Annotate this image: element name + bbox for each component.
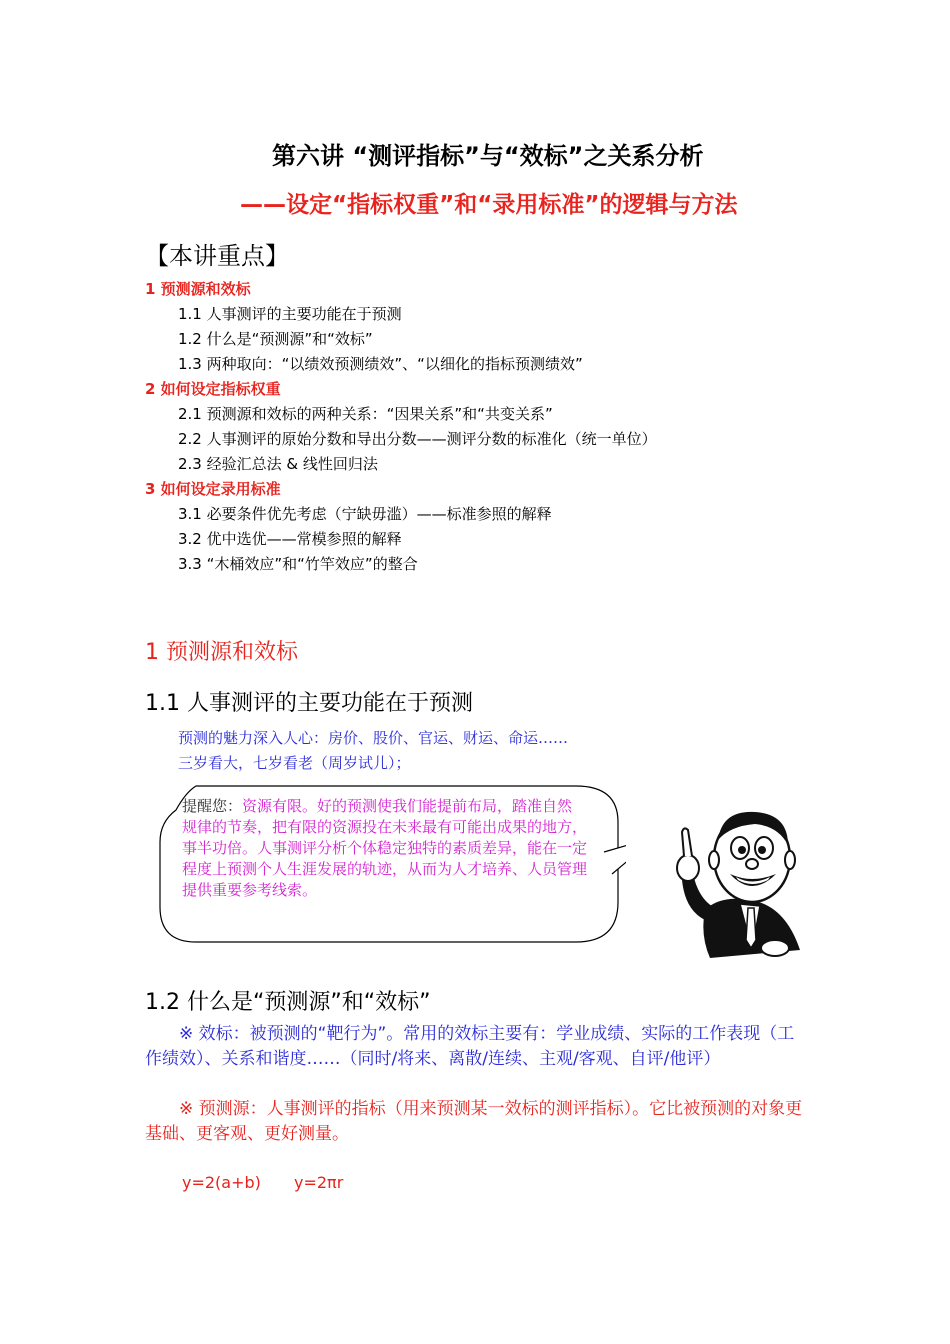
toc-item: 3.3 “木桶效应”和“竹竿效应”的整合 — [178, 555, 418, 573]
formula: y=2(a+b) — [182, 1173, 261, 1192]
toc-item: 1.1 人事测评的主要功能在于预测 — [178, 305, 402, 323]
body-line: 三岁看大，七岁看老（周岁试儿）； — [178, 754, 411, 772]
toc-item: 1.2 什么是“预测源”和“效标” — [178, 330, 373, 348]
page-title: 第六讲 “测评指标”与“效标”之关系分析 — [272, 142, 704, 170]
predictor-paragraph: ※ 预测源：人事测评的指标（用来预测某一效标的测评指标）。它比被预测的对象更基础、更客观、更好测量。 — [145, 1099, 803, 1144]
toc-heading: 1 预测源和效标 — [145, 280, 251, 298]
key-points-heading: 【本讲重点】 — [145, 242, 289, 270]
formula: y=2πr — [294, 1173, 344, 1192]
section-heading: 1 预测源和效标 — [145, 640, 298, 665]
callout-body: 资源有限。好的预测使我们能提前布局，踏准自然规律的节奏，把有限的资源投在未来最有可能出成果的地方，事半功倍。人事测评分析个体稳定独特的素质差异，能在一定程度上预测个人生涯发展的轨迹，从而为人才培养、人员管理提供重要参考线索。 — [182, 797, 588, 899]
toc-heading: 3 如何设定录用标准 — [145, 480, 281, 498]
callout-lead: 提醒您： — [182, 797, 243, 815]
criterion-paragraph: ※ 效标：被预测的“靶行为”。常用的效标主要有：学业成绩、实际的工作表现（工作绩效）、关系和谐度……（同时/将来、离散/连续、主观/客观、自评/他评） — [145, 1024, 795, 1069]
formula-line — [182, 1173, 371, 1192]
toc-item: 2.2 人事测评的原始分数和导出分数——测评分数的标准化（统一单位） — [178, 430, 657, 448]
toc-item: 2.1 预测源和效标的两种关系：“因果关系”和“共变关系” — [178, 405, 553, 423]
toc-item: 2.3 经验汇总法 & 线性回归法 — [178, 455, 378, 473]
subsection-heading: 1.1 人事测评的主要功能在于预测 — [145, 691, 473, 716]
toc-item: 3.2 优中选优——常模参照的解释 — [178, 530, 402, 548]
callout-text — [182, 796, 587, 901]
subsection-heading: 1.2 什么是“预测源”和“效标” — [145, 990, 431, 1015]
toc-heading: 2 如何设定指标权重 — [145, 380, 281, 398]
page-subtitle: ——设定“指标权重”和“录用标准”的逻辑与方法 — [240, 192, 738, 218]
cartoon-man-pointing-icon — [660, 800, 810, 960]
body-line: 预测的魅力深入人心：房价、股价、官运、财运、命运…… — [178, 729, 569, 747]
toc-item: 3.1 必要条件优先考虑（宁缺毋滥）——标准参照的解释 — [178, 505, 552, 523]
toc-item: 1.3 两种取向：“以绩效预测绩效”、“以细化的指标预测绩效” — [178, 355, 583, 373]
